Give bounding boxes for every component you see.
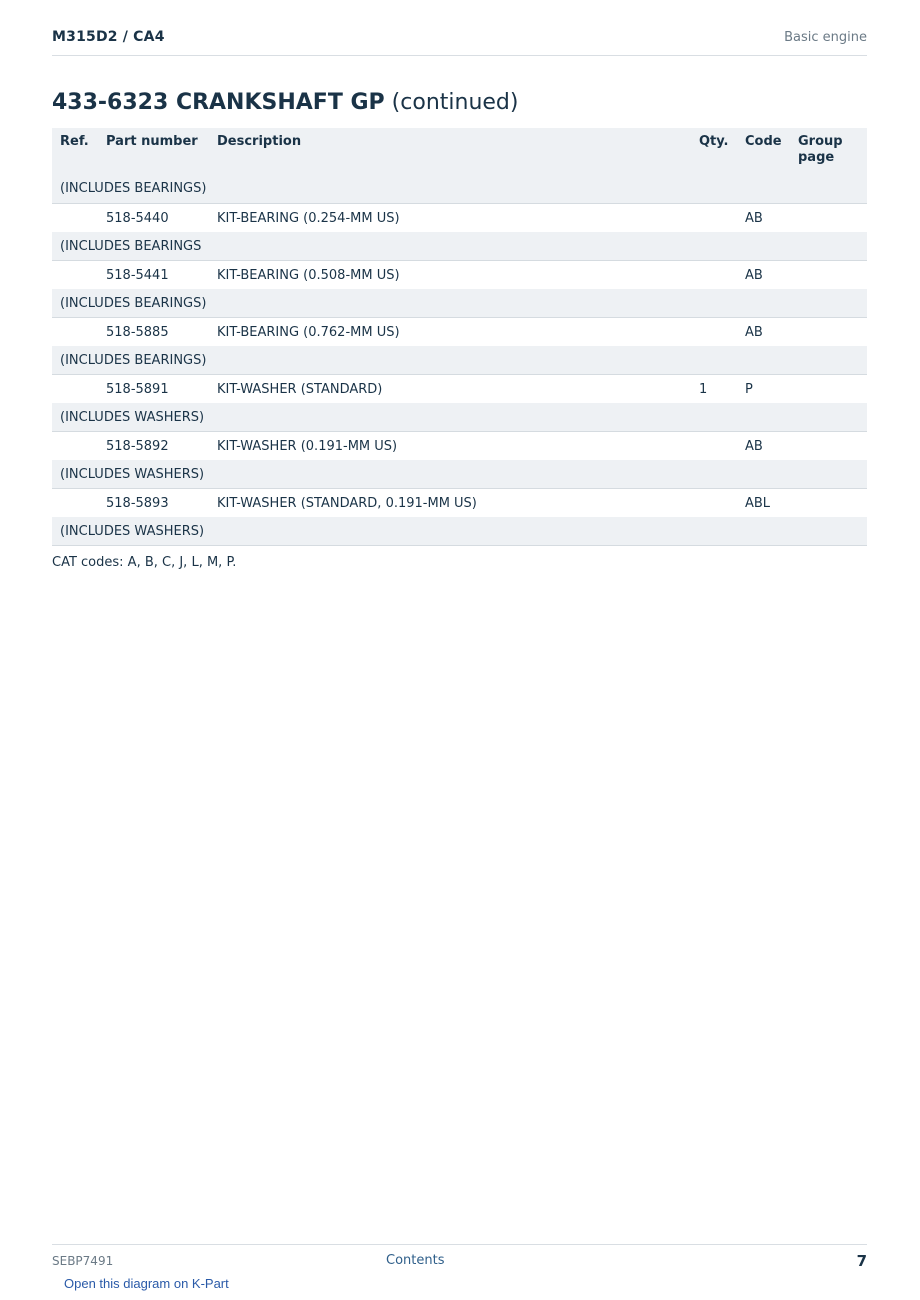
table-row <box>52 204 867 233</box>
cell-group-page <box>790 489 867 518</box>
cell-part-number: 518-5891 <box>98 375 209 404</box>
cell-part-number: 518-5893 <box>98 489 209 518</box>
cell-ref <box>52 204 98 233</box>
cell-group-page <box>790 432 867 461</box>
cell-qty <box>691 261 737 290</box>
cell-code: ABL <box>737 489 790 518</box>
cell-code: AB <box>737 318 790 347</box>
col-group-page <box>790 128 867 173</box>
note-row <box>52 232 867 261</box>
cell-code: AB <box>737 432 790 461</box>
cell-description: KIT-WASHER (0.191-MM US) <box>209 432 691 461</box>
table-header-row <box>52 128 867 173</box>
note-row <box>52 289 867 318</box>
cell-ref <box>52 489 98 518</box>
title-continued: (continued) <box>384 90 519 115</box>
table-row <box>52 375 867 404</box>
cell-ref <box>52 375 98 404</box>
cat-codes: CAT codes: A, B, C, J, L, M, P. <box>52 555 237 570</box>
kpart-link[interactable]: Open this diagram on K-Part <box>64 1276 229 1291</box>
cell-code: P <box>737 375 790 404</box>
cell-group-page <box>790 318 867 347</box>
table-row <box>52 261 867 290</box>
title-part-group: 433-6323 CRANKSHAFT GP <box>52 90 385 115</box>
col-group-page-line2: page <box>798 150 835 165</box>
note-row <box>52 517 867 546</box>
page-number: 7 <box>856 1252 867 1270</box>
table-row <box>52 432 867 461</box>
cell-qty <box>691 318 737 347</box>
cell-description: KIT-WASHER (STANDARD, 0.191-MM US) <box>209 489 691 518</box>
col-part-number: Part number <box>98 128 209 173</box>
page-header <box>52 28 867 56</box>
page-footer <box>52 1244 867 1275</box>
cell-description: KIT-BEARING (0.508-MM US) <box>209 261 691 290</box>
note-text: (INCLUDES WASHERS) <box>52 403 867 432</box>
cell-qty: 1 <box>691 375 737 404</box>
col-ref: Ref. <box>52 128 98 173</box>
cell-part-number: 518-5441 <box>98 261 209 290</box>
document-page <box>52 0 867 1300</box>
col-group-page-line1: Group <box>798 134 843 149</box>
cell-ref <box>52 261 98 290</box>
note-text: (INCLUDES BEARINGS) <box>52 173 867 204</box>
cell-code: AB <box>737 204 790 233</box>
cell-qty <box>691 204 737 233</box>
page-title <box>52 90 518 115</box>
cell-group-page <box>790 375 867 404</box>
col-description: Description <box>209 128 691 173</box>
cell-part-number: 518-5892 <box>98 432 209 461</box>
table-row <box>52 489 867 518</box>
cell-ref <box>52 432 98 461</box>
note-row <box>52 460 867 489</box>
contents-link[interactable]: Contents <box>386 1253 445 1268</box>
model-label: M315D2 / CA4 <box>52 29 165 45</box>
col-qty: Qty. <box>691 128 737 173</box>
note-row <box>52 346 867 375</box>
cell-group-page <box>790 204 867 233</box>
note-text: (INCLUDES BEARINGS) <box>52 346 867 375</box>
cell-qty <box>691 489 737 518</box>
cell-code: AB <box>737 261 790 290</box>
document-id: SEBP7491 <box>52 1254 114 1268</box>
note-row <box>52 173 867 204</box>
note-text: (INCLUDES WASHERS) <box>52 517 867 546</box>
cell-description: KIT-BEARING (0.254-MM US) <box>209 204 691 233</box>
col-code: Code <box>737 128 790 173</box>
section-name: Basic engine <box>784 30 867 45</box>
cell-part-number: 518-5440 <box>98 204 209 233</box>
cell-ref <box>52 318 98 347</box>
cell-group-page <box>790 261 867 290</box>
cell-description: KIT-BEARING (0.762-MM US) <box>209 318 691 347</box>
cell-qty <box>691 432 737 461</box>
note-text: (INCLUDES WASHERS) <box>52 460 867 489</box>
cell-part-number: 518-5885 <box>98 318 209 347</box>
note-text: (INCLUDES BEARINGS <box>52 232 867 261</box>
note-row <box>52 403 867 432</box>
table-row <box>52 318 867 347</box>
note-text: (INCLUDES BEARINGS) <box>52 289 867 318</box>
parts-table <box>52 128 867 546</box>
cell-description: KIT-WASHER (STANDARD) <box>209 375 691 404</box>
